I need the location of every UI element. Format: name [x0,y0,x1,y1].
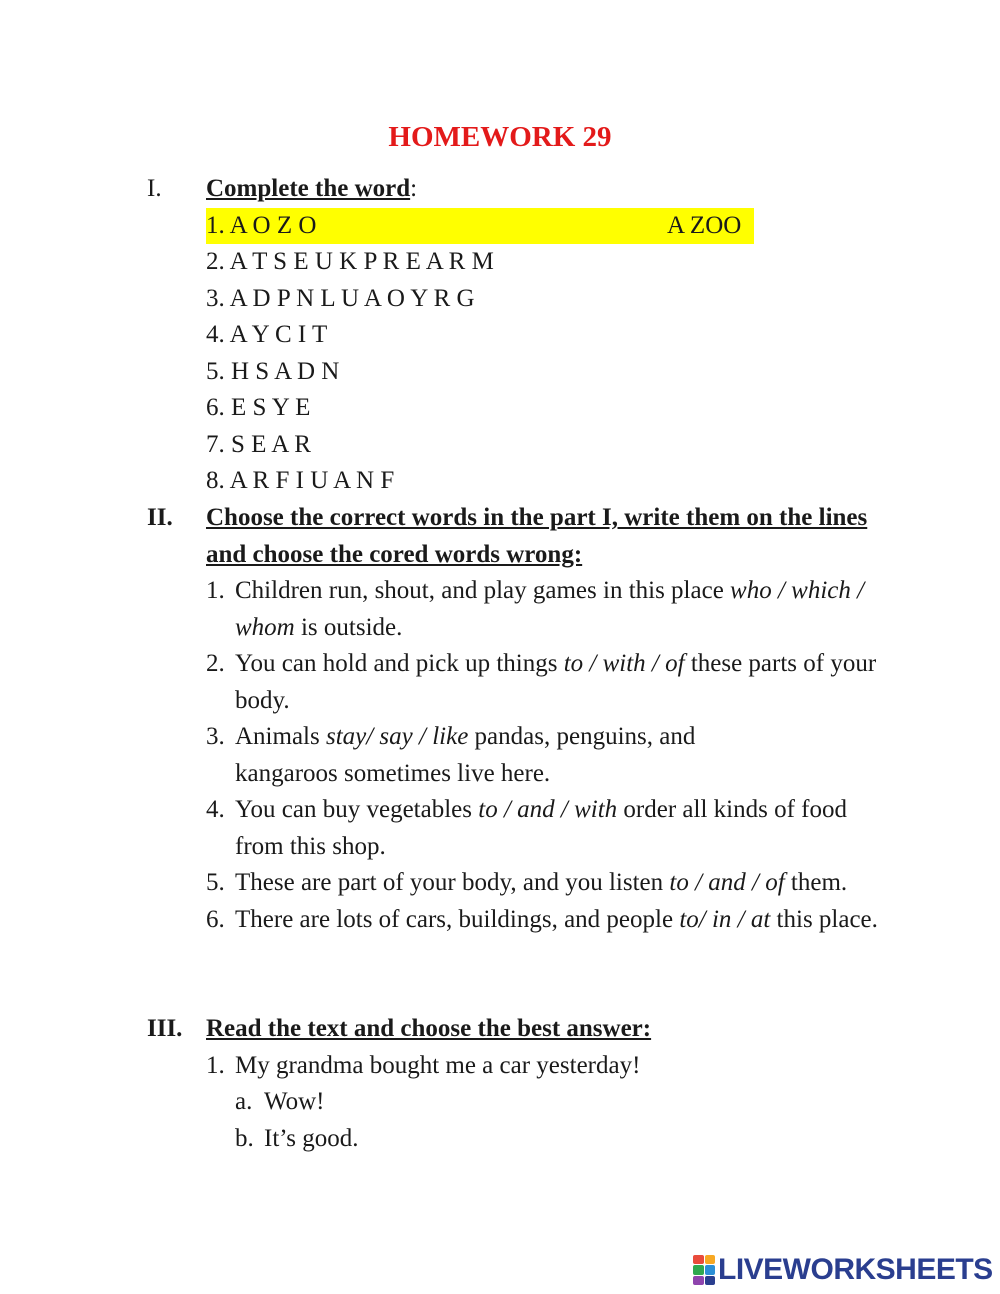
list-item [206,208,907,245]
question-item: 4. You can buy vegetables to / and / with order all kinds of food from this shop. [206,796,847,860]
list-item: 6. E S Y E [206,394,311,421]
section-heading: Complete the word: [206,175,418,202]
section-heading: Read the text and choose the best answer: [206,1015,652,1042]
logo-block [693,1265,704,1274]
question-item: 1. My grandma bought me a car yesterday! [206,1051,641,1079]
question-item: 2. You can hold and pick up things to / with / of these parts of your body. [206,650,877,714]
logo-text: LIVEWORKSHEETS [718,1253,993,1286]
logo-block [705,1265,716,1274]
logo-block [705,1255,716,1264]
list-item: 7. S E A R [206,430,311,458]
list-item: 8. A R F I U A N F [206,467,395,494]
section-choose-words [147,500,907,938]
list-item: 5. H S A D N [206,357,340,385]
list-item: 3. A D P N L U A O Y R G [206,284,475,312]
logo-block [693,1255,704,1264]
section-number: I. [147,175,162,202]
list-item: 2. A T S E U K P R E A R M [206,248,494,275]
question-item: 3. Animals stay/ say / like pandas, penguins, and kangaroos sometimes live here. [206,723,696,787]
highlighted-item: 1. A O Z O A ZOO [206,208,754,245]
answer-text: A ZOO [667,211,742,239]
list-item: 4. A Y C I T [206,321,328,348]
section-heading: Choose the correct words in the part I, write them on the lines and choose the cored words wrong: [206,504,868,568]
question-item: 1. Children run, shout, and play games in this place who / which / whom is outside. [206,577,865,641]
page-title: HOMEWORK 29 [388,121,612,153]
logo-block [693,1276,704,1285]
answer-option-a: a. Wow! [235,1088,325,1115]
question-item: 5. These are part of your body, and you listen to / and / of them. [206,869,848,896]
logo-icon [693,1255,715,1285]
section-complete-word [147,171,907,500]
answer-option-b: b. It’s good. [235,1124,359,1152]
section-number: II. [147,504,173,531]
section-number: III. [147,1015,183,1042]
logo-block [705,1276,716,1285]
question-item: 6. There are lots of cars, buildings, and people to/ in / at this place. [206,905,878,933]
liveworksheets-logo [693,1252,993,1288]
section-read-text [147,1011,907,1157]
